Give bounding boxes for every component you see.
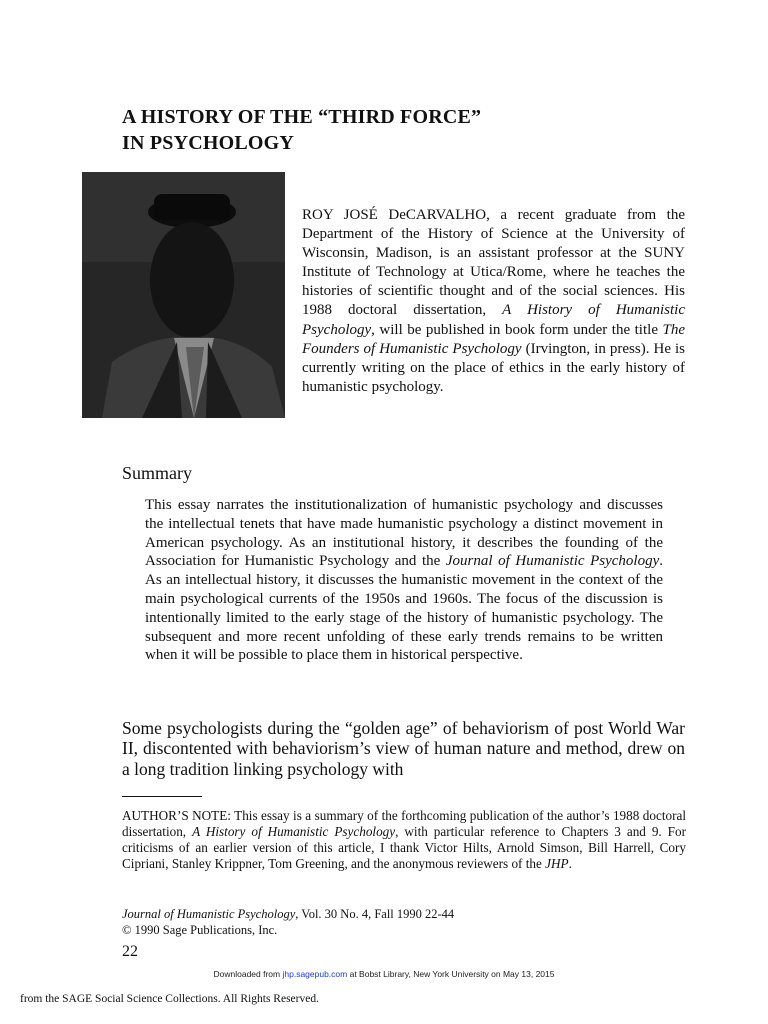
body-paragraph: Some psychologists during the “golden age” of behaviorism of post World War II, discontented with behaviorism’s view of human nature and method, drew on a long tradition linking psychology with [122, 718, 685, 779]
summary-text-1: This essay narrates the institutionalization of humanistic psychology and discusses the intellectual tenets that have made humanistic psychology a distinct movement in American psychology. As an institutional history, it describes the founding of the Association for Humanistic Psychology and the [145, 497, 663, 570]
article-title [122, 104, 722, 156]
download-notice [0, 969, 768, 980]
bio-text-1: ROY JOSÉ DeCARVALHO, a recent graduate from the Department of the History of Science at the University of Wisconsin, Madison, is an assistant professor at the SUNY Institute of Technology at Utica/Rome, where he teaches the histories of scientific thought and of the social sciences. His 1988 doctoral dissertation, [302, 207, 685, 319]
download-suffix: at Bobst Library, New York University on May 13, 2015 [347, 969, 555, 979]
page-number: 22 [122, 943, 138, 960]
author-photo [82, 172, 285, 418]
summary-text-2: . As an intellectual history, it discusses the humanistic movement in the context of the main psychological currents of the 1950s and 1960s. The focus of the discussion is intentionally limited to the early stage of the history of humanistic psychology. The subsequent and more recent unfolding of these early trends remains to be written when it will be possible to place them in historical perspective. [145, 553, 663, 664]
footer-copyright: from the SAGE Social Science Collections. All Rights Reserved. [20, 993, 319, 1005]
journal-citation-line [122, 906, 682, 922]
footnote-divider [122, 796, 202, 797]
summary-journal-title: Journal of Humanistic Psychology [445, 553, 660, 570]
journal-copyright: © 1990 Sage Publications, Inc. [122, 923, 278, 937]
authors-note-text-3: . [568, 856, 572, 871]
journal-volume: , Vol. 30 No. 4, Fall 1990 22-44 [295, 907, 455, 921]
article-title-line-2: IN PSYCHOLOGY [122, 132, 295, 154]
authors-note-text-1: AUTHOR’S NOTE: This essay is a summary of the forthcoming publication of the author’s 1988 doctoral dissertation, [122, 808, 686, 839]
bio-book-title: The Founders of Humanistic Psychology [302, 321, 685, 357]
authors-note [122, 808, 686, 872]
authors-note-text-2: , with particular reference to Chapters 3 and 9. For criticisms of an earlier version of this article, I thank Victor Hilts, Arnold Simson, Bill Harrell, Cory Cipriani, Stanley Krippner, Tom Greening, and the anonymous reviewers of the [122, 824, 687, 871]
bio-dissertation-title: A History of Humanistic Psychology [302, 302, 685, 338]
journal-name: Journal of Humanistic Psychology [122, 907, 296, 921]
authors-note-dissertation-title: A History of Humanistic Psychology [192, 824, 396, 839]
author-bio [302, 206, 685, 397]
bio-text-2: , will be published in book form under the title [371, 321, 663, 338]
bio-text-3: (Irvington, in press). He is currently writing on the place of ethics in the early history of humanistic psychology. [302, 340, 686, 395]
summary-heading: Summary [122, 463, 192, 483]
journal-citation [122, 906, 682, 938]
summary-text [145, 496, 663, 665]
authors-note-jhp: JHP [545, 856, 569, 871]
article-title-line-1: A HISTORY OF THE “THIRD FORCE” [122, 106, 482, 128]
download-link[interactable]: jhp.sagepub.com [282, 969, 348, 979]
download-prefix: Downloaded from [213, 969, 283, 979]
